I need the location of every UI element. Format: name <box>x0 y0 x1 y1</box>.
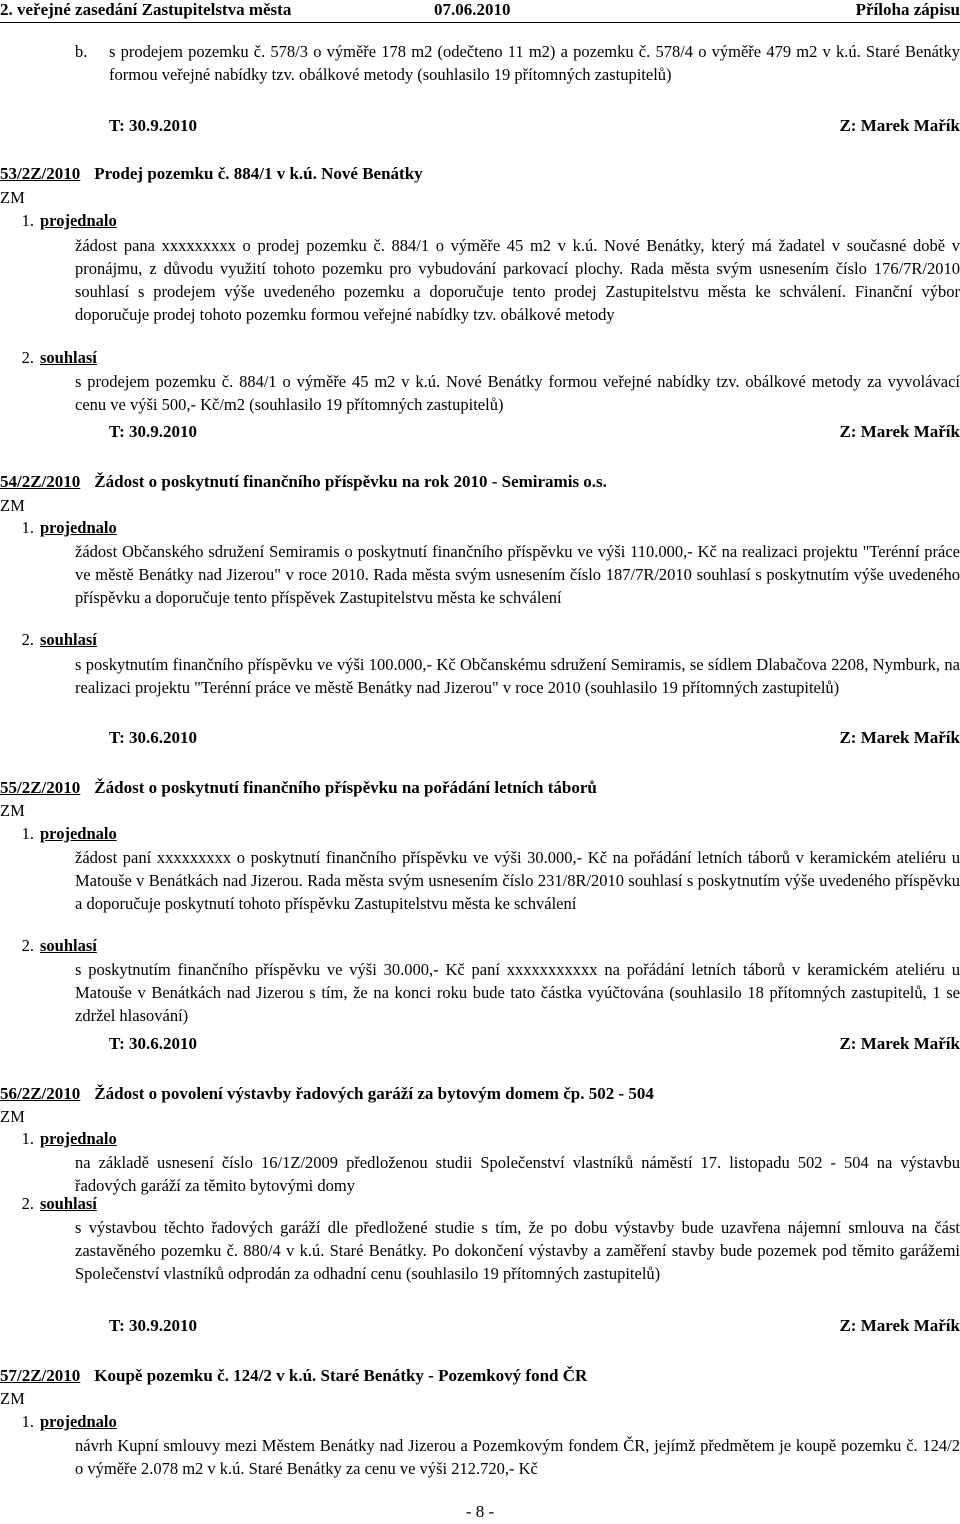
header-title: 2. veřejné zasedání Zastupitelstva města <box>0 0 292 19</box>
deadline-date: T: 30.9.2010 <box>109 422 197 441</box>
zm-label: ZM <box>0 1107 25 1126</box>
point-keyword: projednalo <box>40 211 117 230</box>
point-text: žádost Občanského sdružení Semiramis o poskytnutí finančního příspěvku ve výši 110.000,- Kč na realizaci projektu "Terénní práce ve městě Benátky nad Jizerou" v roce 2010. Rada města svým usnesením číslo 187/7R/2010 souhlasí s poskytnutím výše uvedeného příspěvku a doporučuje tento příspěvek Zastupitelstvu města ke schválení <box>75 542 960 607</box>
header-date: 07.06.2010 <box>434 0 511 19</box>
point-keyword: projednalo <box>40 1129 117 1148</box>
intro-text: s prodejem pozemku č. 578/3 o výměře 178 m2 (odečteno 11 m2) a pozemku č. 578/4 o výměře 479 m2 v k.ú. Staré Benátky formou veřejné nabídky tzv. obálkové metody (souhlasilo 19 přítomných zastupitelů) <box>109 42 960 84</box>
deadline-date: T: 30.6.2010 <box>109 1034 197 1053</box>
deadline-date: T: 30.9.2010 <box>109 116 197 135</box>
point-projednalo <box>0 516 117 539</box>
zm-label: ZM <box>0 1389 25 1408</box>
point-projednalo <box>0 209 117 232</box>
point-text: návrh Kupní smlouvy mezi Městem Benátky nad Jizerou a Pozemkovým fondem ČR, jejímž předmětem je koupě pozemku č. 124/2 o výměře 2.078 m2 v k.ú. Staré Benátky za cenu ve výši 212.720,- Kč <box>75 1436 960 1478</box>
deadline-date: T: 30.9.2010 <box>109 1316 197 1335</box>
deadline-row <box>0 420 960 443</box>
resolution-heading <box>0 1364 587 1387</box>
point-keyword: souhlasí <box>40 936 97 955</box>
resolution-number: 56/2Z/2010 <box>0 1084 81 1103</box>
point-number: 2. <box>21 630 34 649</box>
resolution-number: 53/2Z/2010 <box>0 164 81 183</box>
resolution-heading <box>0 776 597 799</box>
point-text: na základě usnesení číslo 16/1Z/2009 předloženou studii Společenství vlastníků náměstí 17. listopadu 502 - 504 na výstavbu řadových garáží za těmito bytovými domy <box>75 1153 960 1195</box>
zm-label: ZM <box>0 801 25 820</box>
point-number: 1. <box>21 211 34 230</box>
point-souhlasi <box>0 934 97 957</box>
point-projednalo <box>0 1127 117 1150</box>
resolution-heading <box>0 162 423 185</box>
zm-label: ZM <box>0 188 25 207</box>
deadline-date: T: 30.6.2010 <box>109 728 197 747</box>
page-header <box>0 0 960 23</box>
resolution-title: Žádost o poskytnutí finančního příspěvku na rok 2010 - Semiramis o.s. <box>94 472 607 491</box>
point-text: žádost paní xxxxxxxxx o poskytnutí finančního příspěvku ve výši 30.000,- Kč na pořádání letních táborů v keramickém ateliéru u Matouše v Benátkách nad Jizerou. Rada města svým usnesením číslo 231/8R/2010 souhlasí s poskytnutím výše uvedeného příspěvku a doporučuje poskytnutí tohoto příspěvku Zastupitelstvu města ke schválení <box>75 848 960 913</box>
point-souhlasi <box>0 628 97 651</box>
resolution-title: Žádost o poskytnutí finančního příspěvku na pořádání letních táborů <box>94 778 597 797</box>
intro-label: b. <box>75 42 88 61</box>
point-number: 1. <box>21 518 34 537</box>
point-projednalo <box>0 822 117 845</box>
intro-deadline-row <box>0 114 960 137</box>
point-number: 1. <box>21 1412 34 1431</box>
point-keyword: projednalo <box>40 824 117 843</box>
responsible-person: Z: Marek Mařík <box>839 1316 960 1335</box>
deadline-row <box>0 1314 960 1337</box>
point-keyword: projednalo <box>40 1412 117 1431</box>
point-keyword: projednalo <box>40 518 117 537</box>
deadline-row <box>0 726 960 749</box>
resolution-heading <box>0 470 607 493</box>
point-text: s poskytnutím finančního příspěvku ve výši 100.000,- Kč Občanskému sdružení Semiramis, se sídlem Dlabačova 2208, Nymburk, na realizaci projektu "Terénní práce ve městě Benátky nad Jizerou" v roce 2010 (souhlasilo 19 přítomných zastupitelů) <box>75 655 960 697</box>
resolution-number: 55/2Z/2010 <box>0 778 81 797</box>
point-number: 2. <box>21 348 34 367</box>
point-souhlasi <box>0 1192 97 1215</box>
point-text: s prodejem pozemku č. 884/1 o výměře 45 m2 v k.ú. Nové Benátky formou veřejné nabídky tzv. obálkové metody za vyvolávací cenu ve výši 500,- Kč/m2 (souhlasilo 19 přítomných zastupitelů) <box>75 372 960 414</box>
point-souhlasi <box>0 346 97 369</box>
responsible-person: Z: Marek Mařík <box>839 728 960 747</box>
resolution-title: Koupě pozemku č. 124/2 v k.ú. Staré Benátky - Pozemkový fond ČR <box>94 1366 588 1385</box>
responsible-person: Z: Marek Mařík <box>839 1034 960 1053</box>
point-number: 1. <box>21 824 34 843</box>
zm-label: ZM <box>0 496 25 515</box>
point-projednalo <box>0 1410 117 1433</box>
page-number: - 8 - <box>465 1502 495 1521</box>
resolution-number: 57/2Z/2010 <box>0 1366 81 1385</box>
resolution-title: Žádost o povolení výstavby řadových garáží za bytovým domem čp. 502 - 504 <box>94 1084 654 1103</box>
point-text: s poskytnutím finančního příspěvku ve výši 30.000,- Kč paní xxxxxxxxxxx na pořádání letních táborů v keramickém ateliéru u Matouše v Benátkách nad Jizerou s tím, že na konci roku bude tato částka vyúčtována (souhlasilo 18 přítomných zastupitelů, 1 se zdržel hlasování) <box>75 960 960 1025</box>
point-text: žádost pana xxxxxxxxx o prodej pozemku č. 884/1 o výměře 45 m2 v k.ú. Nové Benátky, který má žadatel v současné době v pronájmu, z důvodu využití tohoto pozemku pro vybudování parkovací plochy. Rada města svým usnesením číslo 176/7R/2010 souhlasí s prodejem výše uvedeného pozemku a doporučuje tento prodej Zastupitelstvu města ke schválení. Finanční výbor doporučuje prodej tohoto pozemku formou veřejné nabídky tzv. obálkové metody <box>75 236 960 324</box>
responsible-person: Z: Marek Mařík <box>839 422 960 441</box>
point-keyword: souhlasí <box>40 348 97 367</box>
resolution-heading <box>0 1082 654 1105</box>
point-number: 1. <box>21 1129 34 1148</box>
point-number: 2. <box>21 1194 34 1213</box>
deadline-row <box>0 1032 960 1055</box>
resolution-number: 54/2Z/2010 <box>0 472 81 491</box>
responsible-person: Z: Marek Mařík <box>839 116 960 135</box>
resolution-title: Prodej pozemku č. 884/1 v k.ú. Nové Benátky <box>94 164 423 183</box>
header-attachment: Příloha zápisu <box>855 0 960 19</box>
point-keyword: souhlasí <box>40 1194 97 1213</box>
point-keyword: souhlasí <box>40 630 97 649</box>
point-number: 2. <box>21 936 34 955</box>
point-text: s výstavbou těchto řadových garáží dle předložené studie s tím, že po dobu výstavby bude uzavřena nájemní smlouva na část zastavěného pozemku č. 880/4 v k.ú. Staré Benátky. Po dokončení výstavby a zaměření stavby bude pozemek pod těmito garážemi Společenství vlastníků odprodán za odhadní cenu (souhlasilo 19 přítomných zastupitelů) <box>75 1218 960 1283</box>
